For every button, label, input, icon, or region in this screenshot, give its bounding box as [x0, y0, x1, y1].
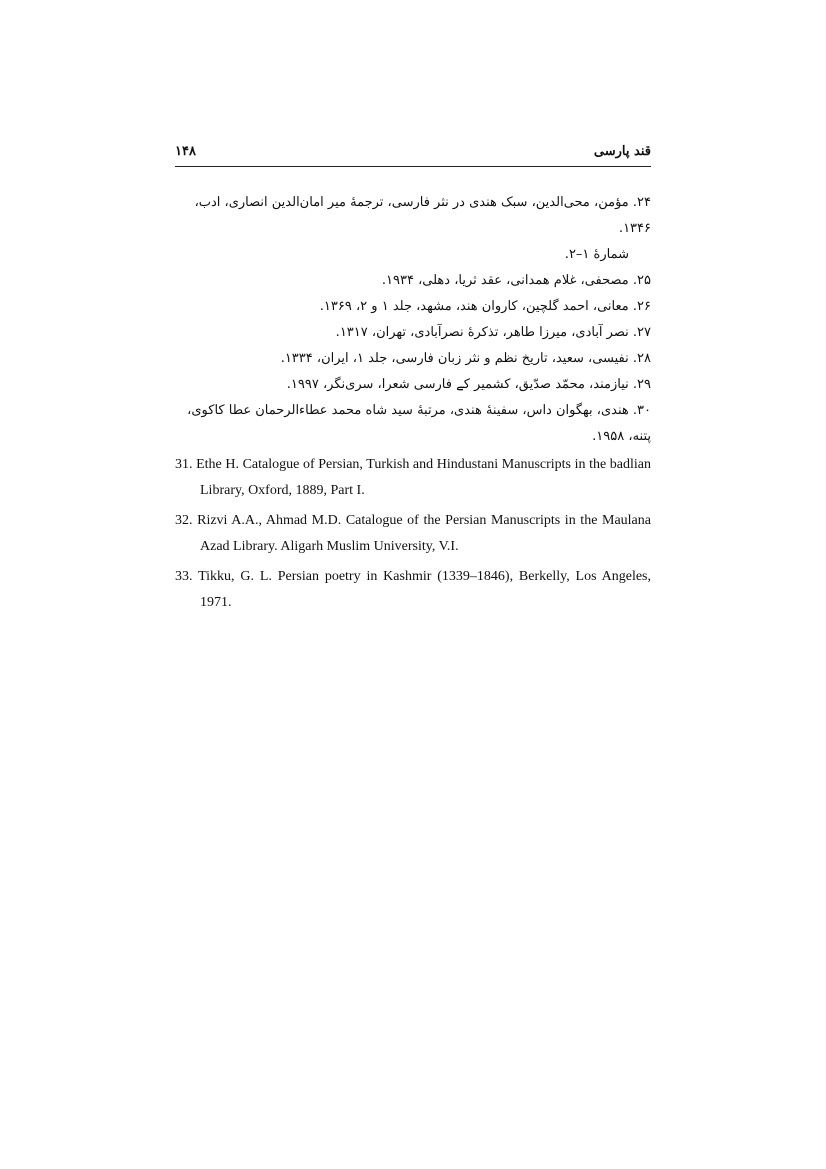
reference-number: ۲۵.: [632, 273, 651, 288]
reference-item: [175, 294, 651, 320]
reference-number: ۲۸.: [632, 351, 651, 366]
reference-item: [175, 452, 651, 504]
reference-continuation: شمارهٔ ۱–۲.: [564, 247, 629, 262]
reference-text: هندی، بهگوان داس، سفینهٔ هندی، مرتبهٔ سید شاه محمد عطاءالرحمان عطا کاکوی، پتنه، ۱۹۵۸.: [187, 403, 651, 444]
reference-text: Rizvi A.A., Ahmad M.D. Catalogue of the Persian Manuscripts in the Maulana Azad Library. Aligarh Muslim University, V.I.: [197, 513, 651, 554]
reference-text: نصر آبادی، میرزا طاهر، تذکرهٔ نصرآبادی، تهران، ۱۳۱۷.: [335, 325, 629, 340]
page-header: [175, 140, 651, 167]
reference-number: ۲۷.: [632, 325, 651, 340]
reference-text: Ethe H. Catalogue of Persian, Turkish and Hindustani Manuscripts in the badlian Library, Oxford, 1889, Part I.: [196, 457, 652, 498]
reference-text: نفیسی، سعید، تاریخ نظم و نثر زبان فارسی، جلد ۱، ایران، ۱۳۳۴.: [280, 351, 629, 366]
reference-item: [175, 346, 651, 372]
reference-number: 33.: [175, 569, 193, 584]
reference-item: [175, 398, 651, 450]
reference-item: [175, 508, 651, 560]
reference-text: معانی، احمد گلچین، کاروان هند، مشهد، جلد ۱ و ۲، ۱۳۶۹.: [319, 299, 629, 314]
reference-item: [175, 190, 651, 268]
references-list: [175, 190, 651, 620]
reference-number: ۲۹.: [632, 377, 651, 392]
reference-number: ۲۴.: [632, 195, 651, 210]
reference-number: ۳۰.: [632, 403, 651, 418]
reference-number: 32.: [175, 513, 193, 528]
journal-title: قند پارسی: [593, 144, 651, 159]
reference-number: ۲۶.: [632, 299, 651, 314]
reference-text: مؤمن، محی‌الدین، سبک هندی در نثر فارسی، ترجمهٔ میر امان‌الدین انصاری، ادب، ۱۳۴۶.: [194, 195, 651, 236]
reference-text: مصحفی، غلام همدانی، عقد ثریا، دهلی، ۱۹۳۴.: [381, 273, 629, 288]
reference-number: 31.: [175, 457, 193, 472]
reference-text: Tikku, G. L. Persian poetry in Kashmir (1339–1846), Berkelly, Los Angeles, 1971.: [198, 569, 652, 610]
reference-item: [175, 320, 651, 346]
reference-item: [175, 268, 651, 294]
page-number: ۱۴۸: [175, 144, 196, 159]
reference-item: [175, 372, 651, 398]
reference-item: [175, 564, 651, 616]
reference-text: نیازمند، محمّد صدّیق، کشمیر کے فارسی شعرا، سری‌نگر، ۱۹۹۷.: [286, 377, 629, 392]
